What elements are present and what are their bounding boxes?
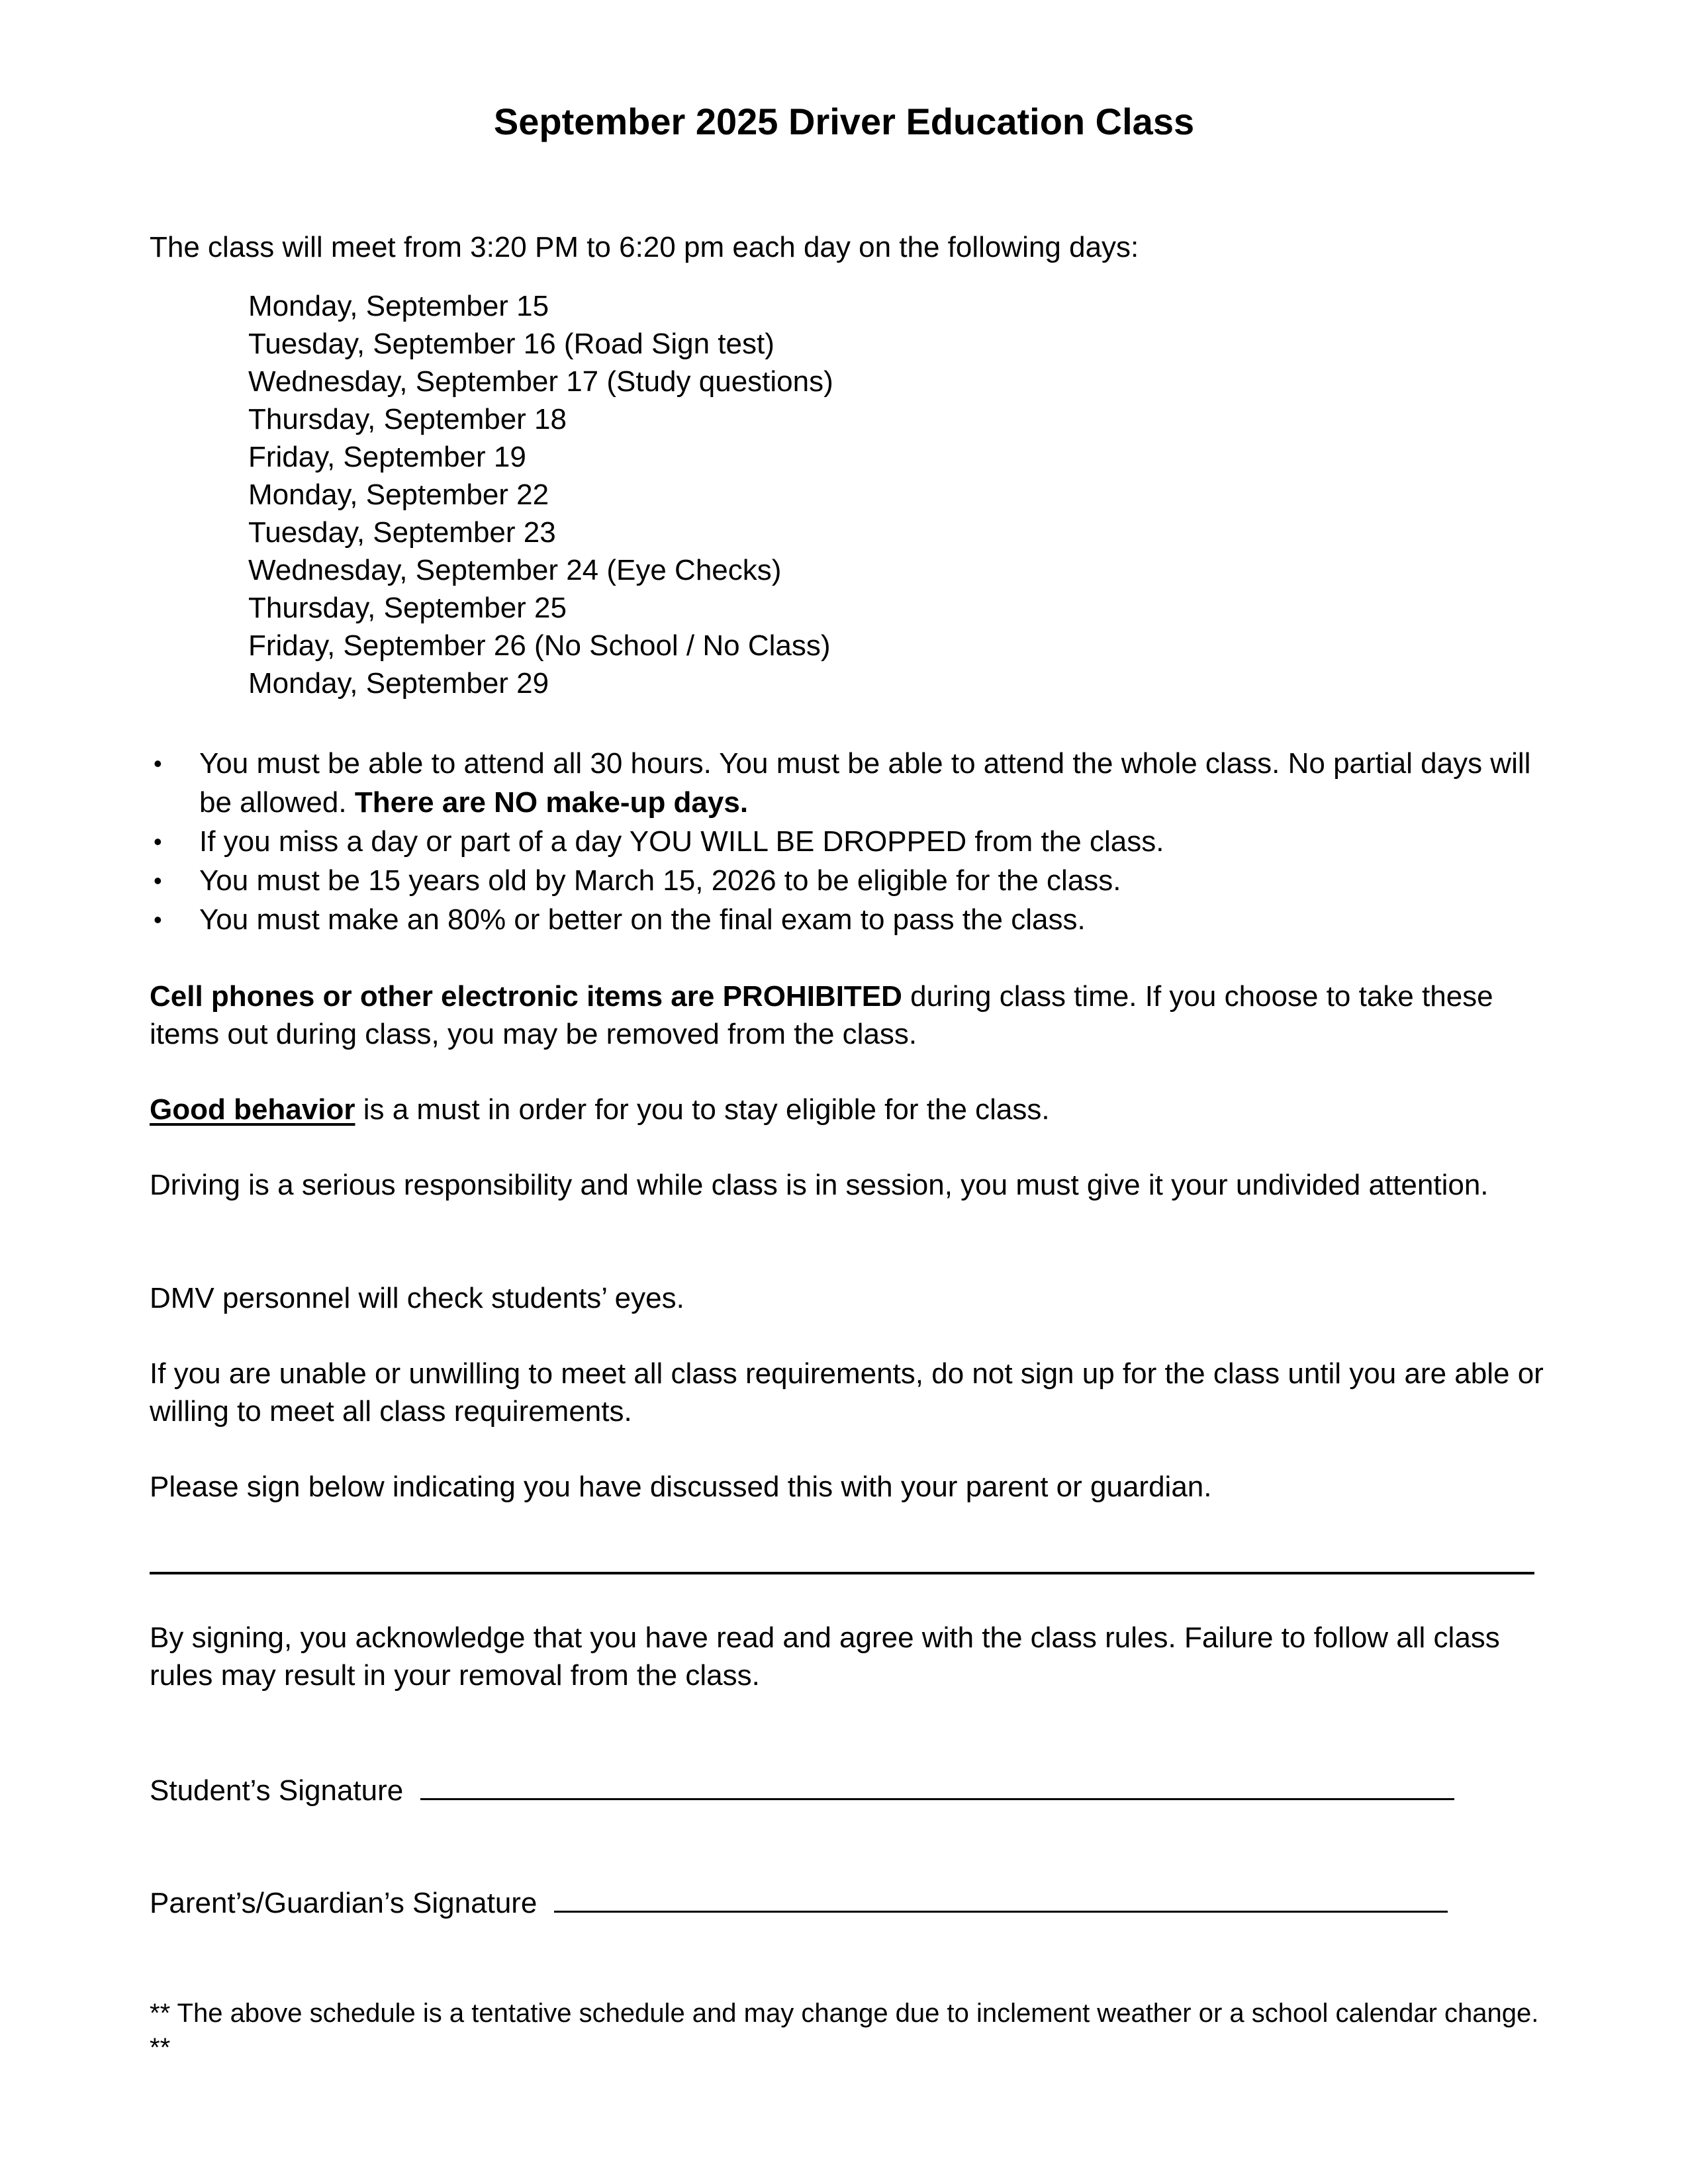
student-signature-row [150, 1769, 1454, 1809]
divider-line [150, 1572, 1534, 1574]
schedule-day: Monday, September 15 [248, 290, 549, 322]
schedule-day: Tuesday, September 16 (Road Sign test) [248, 328, 774, 360]
parent-signature-field[interactable] [554, 1882, 1448, 1913]
schedule-footnote: ** The above schedule is a tentative schedule and may change due to inclement weather or a school calendar change. ** [150, 1999, 1539, 2062]
rule-emphasis: There are NO make-up days. [354, 786, 749, 819]
schedule-day: Thursday, September 18 [248, 403, 567, 435]
rule-item-exam [150, 900, 1540, 939]
cell-phone-policy [150, 978, 1553, 1053]
student-signature-field[interactable] [420, 1769, 1454, 1800]
behavior-policy [150, 1091, 1553, 1128]
schedule-day: Monday, September 29 [248, 667, 549, 700]
class-rules-list [150, 744, 1540, 939]
schedule-day: Wednesday, September 24 (Eye Checks) [248, 554, 782, 586]
rule-text: If you miss a day or part of a day YOU WILL BE DROPPED from the class. [199, 825, 1164, 858]
rule-text: You must be able to attend all 30 hours. You must be able to attend the whole class. No partial days will be allowed. [199, 747, 1531, 819]
schedule-day: Friday, September 26 (No School / No Class) [248, 629, 831, 662]
sign-instruction-paragraph: Please sign below indicating you have discussed this with your parent or guardian. [150, 1471, 1212, 1503]
schedule-day: Friday, September 19 [248, 441, 526, 473]
bullet-icon: • [154, 750, 162, 777]
schedule-day: Wednesday, September 17 (Study questions) [248, 365, 833, 398]
cell-phone-policy-text: during class time. If you choose to take these items out during class, you may be removed from the class. [150, 980, 1493, 1050]
bullet-icon: • [154, 828, 162, 855]
behavior-policy-emphasis: Good behavior [150, 1093, 355, 1126]
requirements-paragraph: If you are unable or unwilling to meet all class requirements, do not sign up for the class until you are able or willing to meet all class requirements. [150, 1357, 1544, 1428]
schedule-day: Thursday, September 25 [248, 592, 567, 624]
parent-signature-label: Parent’s/Guardian’s Signature [150, 1887, 538, 1919]
student-signature-label: Student’s Signature [150, 1774, 404, 1807]
meeting-time-intro: The class will meet from 3:20 PM to 6:20 pm each day on the following days: [150, 231, 1139, 263]
document-title: September 2025 Driver Education Class [493, 101, 1195, 142]
acknowledgement-paragraph: By signing, you acknowledge that you have read and agree with the class rules. Failure to follow all class rules may result in your removal from the class. [150, 1621, 1500, 1692]
parent-signature-row [150, 1882, 1448, 1922]
schedule-day: Tuesday, September 23 [248, 516, 556, 549]
class-schedule-list [248, 287, 833, 702]
bullet-icon: • [154, 906, 162, 933]
cell-phone-policy-emphasis: Cell phones or other electronic items are PROHIBITED [150, 980, 902, 1013]
dmv-eye-check-paragraph: DMV personnel will check students’ eyes. [150, 1282, 684, 1314]
driving-responsibility-paragraph: Driving is a serious responsibility and while class is in session, you must give it your undivided attention. [150, 1169, 1489, 1201]
rule-item-attendance [150, 744, 1540, 822]
bullet-icon: • [154, 867, 162, 894]
rule-item-age [150, 861, 1540, 900]
behavior-policy-text: is a must in order for you to stay eligible for the class. [355, 1093, 1050, 1126]
schedule-day: Monday, September 22 [248, 478, 549, 511]
rule-text: You must make an 80% or better on the final exam to pass the class. [199, 903, 1086, 936]
rule-text: You must be 15 years old by March 15, 2026 to be eligible for the class. [199, 864, 1121, 897]
rule-item-dropped [150, 822, 1540, 861]
